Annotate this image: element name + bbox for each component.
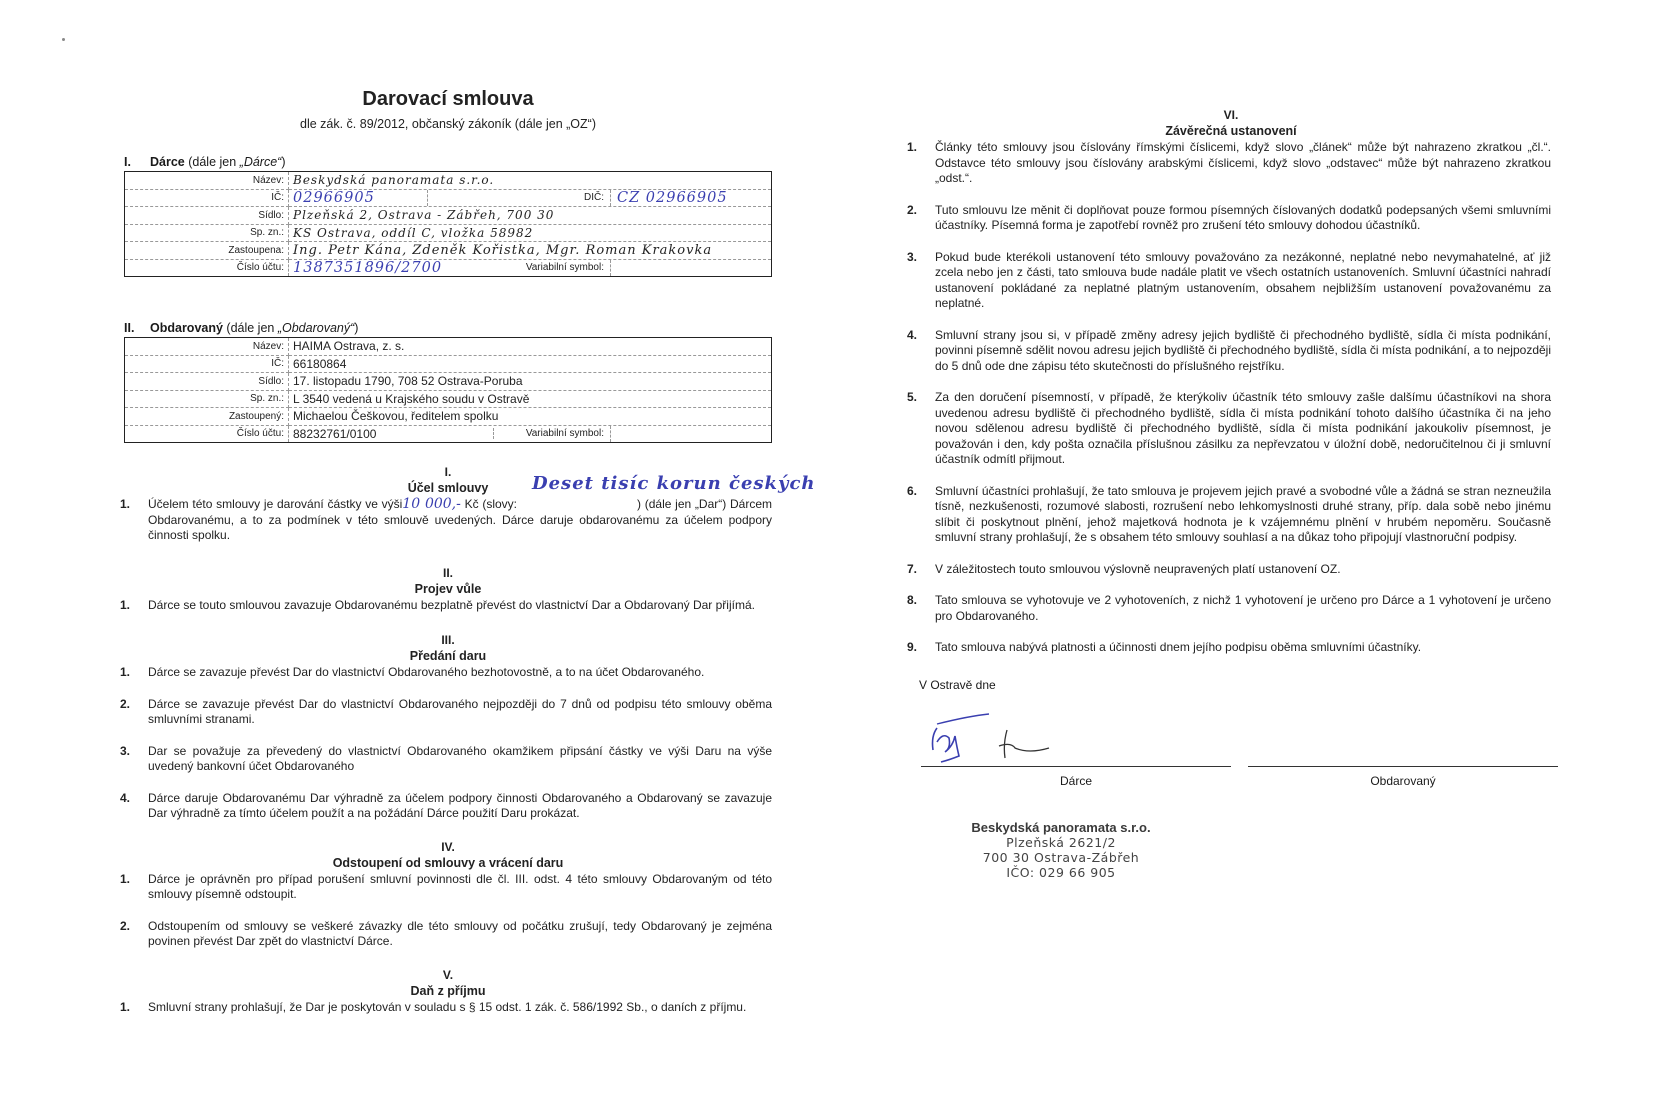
clause-text: Dárce daruje Obdarovanému Dar výhradně za účelem podpory činnosti Obdarovaného a Obdarovaný se zavazuje Dar výhradně za tímto účelem použít a na požádání Dárce použití Daru prokázat. <box>148 790 772 820</box>
clause-text: Za den doručení písemností, v případě, že kterýkoliv účastník této smlouvy zašle dalšímu účastníkovi na shora uvedenou adresu bydliště či přechodného bydliště, sídla či místa podnikání tohoto dalšího účastníka či na jeho novou sdělenou adresu bydliště či přechodného bydliště, sídla či místa podnikání jakoukoliv písemnost, je považován i den, kdy pošta označila příslušnou zásilku za nepřevzatou v úložní době, nedoručitelnou či ji smluvní účastník odmítl přijmout. <box>935 390 1551 466</box>
section-number: IV. <box>441 839 455 854</box>
stamp-street: Plzeňská 2621/2 <box>1006 834 1116 850</box>
donee-row-ic <box>125 355 772 373</box>
section-title: Závěrečná ustanovení <box>1165 124 1297 138</box>
clause-text <box>148 497 772 544</box>
clause-number: 3. <box>120 743 131 758</box>
clause-text: V záležitostech touto smlouvou výslovně neupravených platí ustanovení OZ. <box>935 561 1341 576</box>
scan-speck <box>62 38 65 41</box>
section-number: I. <box>444 465 452 479</box>
donor-heading-close: ) <box>281 155 286 169</box>
clause-text: Dárce se zavazuje převést Dar do vlastnictví Obdarovaného nejpozději do 7 dnů od podpisu této smlouvy oběma smluvními stranami. <box>148 696 772 726</box>
clause <box>907 561 1551 578</box>
section-title: Odstoupení od smlouvy a vrácení daru <box>332 855 564 870</box>
donor-row-name <box>125 172 772 190</box>
field-label: Číslo účtu: <box>125 425 289 443</box>
clause-text-pre: Účelem této smlouvy je darování částky ve výši <box>148 497 403 511</box>
donor-representative-field[interactable]: Ing. Petr Kána, Zdeněk Kořistka, Mgr. Roman Krakovka <box>289 242 772 260</box>
section-intent <box>120 565 772 614</box>
section-income-tax <box>120 967 772 1016</box>
donor-row-account <box>125 259 772 277</box>
donee-signature-line[interactable] <box>1248 766 1558 767</box>
clause-number: 9. <box>907 640 918 654</box>
clause-number: 8. <box>907 593 918 607</box>
clause-number: 5. <box>907 390 918 404</box>
clause-text: Tato smlouva nabývá platnosti a účinnosti dnem jejího podpisu oběma smluvními účastníky. <box>935 640 1422 654</box>
clause-text-mid: Kč (slovy: <box>460 497 518 511</box>
donor-roman: I. <box>124 155 131 169</box>
clause-text: Články této smlouvy jsou číslovány římskými číslicemi, když slovo „článek“ může být nahrazeno zkratkou „čl.“. Odstavce této smlouvy jsou číslovány arabskými číslicemi, když slovo „odstavec“ může být nahrazeno zkratkou „odst.“. <box>935 140 1551 185</box>
donee-registry-field[interactable]: L 3540 vedená u Krajského soudu v Ostravě <box>289 390 772 408</box>
donor-row-seat <box>125 207 772 225</box>
field-label: Variabilní symbol: <box>493 428 610 439</box>
donee-row-account <box>125 425 772 443</box>
donee-heading <box>124 321 772 335</box>
clause <box>120 999 772 1016</box>
clause-number: 6. <box>907 483 918 498</box>
field-label: Variabilní symbol: <box>525 262 604 274</box>
clause-text: Smluvní strany jsou si, v případě změny adresy jejich bydliště či přechodného bydliště, sídla či místa podnikání, povinni písemně sdělit novou adresu jejich bydliště či přechodného bydliště, sídla či místa podnikání, a to nejpozději do 5 dnů ode dne zápisu této skutečnosti do příslušného rejstříku. <box>935 327 1551 373</box>
donor-seat-field[interactable]: Plzeňská 2, Ostrava - Zábřeh, 700 30 <box>289 207 772 225</box>
clause-number: 1. <box>120 999 131 1014</box>
clause <box>120 696 772 728</box>
right-column <box>907 108 1551 880</box>
donee-seat-field[interactable]: 17. listopadu 1790, 708 52 Ostrava-Poruba <box>289 373 772 391</box>
clause <box>907 640 1551 656</box>
place-and-date: V Ostravě dne <box>919 677 996 692</box>
clause-number: 1. <box>120 597 131 612</box>
donor-signature-icon <box>919 702 1099 766</box>
donor-registry-field[interactable]: KS Ostrava, oddíl C, vložka 58982 <box>289 224 772 242</box>
field-label: Sp. zn.: <box>125 390 289 408</box>
clause-text: Dárce se touto smlouvou zavazuje Obdarovanému bezplatně převést do vlastnictví Dar a Obdarovaný Dar přijímá. <box>148 597 755 612</box>
clause <box>120 918 772 950</box>
donee-row-representative <box>125 408 772 426</box>
field-label: Sp. zn.: <box>125 224 289 242</box>
clause-text: Smluvní strany prohlašují, že Dar je poskytován v souladu s § 15 odst. 1 zák. č. 586/1992 Sb., o daních z příjmu. <box>148 999 747 1014</box>
donee-heading-close: ) <box>354 321 359 335</box>
section-handover <box>120 633 772 822</box>
donor-row-ic <box>125 189 772 207</box>
section-purpose <box>120 465 816 544</box>
clause <box>907 483 1551 546</box>
document-subtitle: dle zák. č. 89/2012, občanský zákoník (dále jen „OZ“) <box>300 117 596 131</box>
donee-heading-suffix: (dále jen <box>222 321 278 335</box>
donor-signature-line[interactable] <box>921 766 1231 767</box>
field-label: Číslo účtu: <box>125 259 289 277</box>
clause <box>907 327 1551 375</box>
donor-heading-suffix: (dále jen <box>184 155 240 169</box>
donee-ic-field[interactable]: 66180864 <box>289 355 772 373</box>
clause <box>907 140 1551 187</box>
signature-area <box>911 702 1551 880</box>
donee-row-registry <box>125 390 772 408</box>
company-stamp <box>961 820 1161 880</box>
stamp-city: 700 30 Ostrava-Zábřeh <box>982 849 1140 865</box>
donee-variable-symbol-field[interactable] <box>610 426 767 442</box>
field-label: Zastoupený: <box>125 408 289 426</box>
clause <box>120 871 772 903</box>
donor-row-representative <box>125 242 772 260</box>
donee-representative-field[interactable]: Michaelou Češkovou, ředitelem spolku <box>289 408 772 426</box>
clause-text-post: ) (dále jen „Dar“) Dárcem Obdarovanému, a to za podmínek v této smlouvě uvedených. Dárce daruje obdarovanému za účelem podpory činnosti spolku. <box>148 497 772 542</box>
clause-number: 4. <box>907 327 918 342</box>
section-title <box>124 473 816 495</box>
section-number: VI. <box>1223 108 1239 122</box>
field-label: Sídlo: <box>125 373 289 391</box>
clause <box>907 249 1551 312</box>
clause <box>907 390 1551 468</box>
donor-ic-field[interactable]: 02966905 <box>293 189 375 206</box>
donor-name-field[interactable]: Beskydská panoramata s.r.o. <box>289 172 772 190</box>
clause-number: 4. <box>120 790 131 805</box>
section-withdrawal <box>120 839 772 950</box>
donee-account-cell <box>289 425 772 443</box>
clause <box>907 593 1551 624</box>
clause-number: 2. <box>120 696 131 711</box>
clause <box>120 496 772 544</box>
clause-text: Dárce se zavazuje převést Dar do vlastnictví Obdarovaného bezhotovostně, a to na účet Obdarovaného. <box>148 665 705 679</box>
clause-number: 1. <box>120 665 131 679</box>
donor-heading <box>124 155 772 169</box>
donor-ic-cell <box>289 189 772 207</box>
clause-text: Tuto smlouvu lze měnit či doplňovat pouze formou písemných číslovaných dodatků podepsaných všemi smluvními účastníky. Písemná forma je zapotřebí rovněž pro zrušení této smlouvy dohodou účastníků. <box>935 202 1551 232</box>
donee-signature-label: Obdarovaný <box>1370 773 1436 788</box>
donor-variable-symbol-field[interactable] <box>610 260 767 276</box>
clause-number: 1. <box>907 140 918 154</box>
donor-heading-title: Dárce <box>150 155 185 169</box>
field-label: Název: <box>125 338 289 356</box>
clause <box>907 202 1551 234</box>
field-label: Sídlo: <box>125 207 289 225</box>
field-label: IČ: <box>125 355 289 373</box>
clause <box>120 743 772 775</box>
donee-row-seat <box>125 373 772 391</box>
donee-name-field[interactable]: HAIMA Ostrava, z. s. <box>289 338 772 356</box>
clause <box>120 790 772 822</box>
donor-row-registry <box>125 224 772 242</box>
donee-account-field[interactable]: 88232761/0100 <box>293 426 377 441</box>
donor-signature-label: Dárce <box>1059 773 1092 788</box>
donee-heading-alias: „Obdarovaný“ <box>277 321 355 335</box>
clause-text: Smluvní účastníci prohlašují, že tato smlouva je projevem jejich pravé a svobodné vůle a žádná se stran nezneužila tísně, nezkušenosti, rozumové slabosti, rozrušení nebo lehkomyslnosti druhé strany, příp. dala sobě nebo jinému slíbit či poskytnout plnění, jehož majetková hodnota je k vzájemnému plnění v hrubém nepoměru. Současně smluvní strany prohlašují, že s obsahem této smlouvy souhlasí a na důkaz toho připojují vlastnoruční podpisy. <box>935 483 1551 544</box>
clause-number: 3. <box>907 249 918 264</box>
donee-roman: II. <box>124 321 135 335</box>
field-label: Zastoupena: <box>125 242 289 260</box>
section-number: III. <box>441 633 455 647</box>
clause-text: Dar se považuje za převedený do vlastnictví Obdarovaného okamžikem připsání částky ve výši Daru na výše uvedený bankovní účet Obdarovaného <box>148 743 772 773</box>
clause-text: Dárce je oprávněn pro případ porušení smluvní povinnosti dle čl. III. odst. 4 této smlouvy Obdarovaným od této smlouvy písemně odstoupit. <box>148 871 772 901</box>
clause-number: 1. <box>120 497 131 511</box>
donee-table <box>124 337 772 443</box>
clause <box>120 597 772 614</box>
clause-text: Tato smlouva se vyhotovuje ve 2 vyhotoveních, z nichž 1 vyhotovení je určeno pro Dárce a 1 vyhotovení je určeno pro Obdarovaného. <box>935 593 1551 623</box>
section-title: Předání daru <box>409 649 487 663</box>
clause-text: Pokud bude kterékoli ustanovení této smlouvy považováno za nezákonné, neplatné nebo nevymahatelné, ať již zcela nebo jen z části, tato smlouva bude nadále platit ve všech ostatních ustanoveních. Smluvní účastníci nahradí ustanovení pokládané za neplatné platným ustanovením, obsahem nejbližším ustanovení považovanému za neplatné. <box>935 249 1551 310</box>
clause-number: 2. <box>120 918 131 933</box>
section-number: V. <box>442 967 454 982</box>
section-title: Daň z příjmu <box>410 983 486 998</box>
donor-dic-field[interactable]: CZ 02966905 <box>610 190 767 206</box>
stamp-ico: IČO: 029 66 905 <box>1006 864 1116 880</box>
document-title: Darovací smlouva <box>362 88 534 110</box>
donor-table <box>124 171 772 277</box>
field-label: IČ: <box>125 189 289 207</box>
left-column <box>120 86 816 1015</box>
donee-row-name <box>125 338 772 356</box>
section-title: Projev vůle <box>414 581 482 596</box>
donor-account-field[interactable]: 1387351896/2700 <box>293 259 443 276</box>
donee-heading-title: Obdarovaný <box>150 321 223 335</box>
clause <box>120 665 772 681</box>
donor-ic-spacer <box>427 190 584 206</box>
amount-in-words-handwritten[interactable]: Deset tisíc korun českých <box>532 473 816 494</box>
field-label: Název: <box>125 172 289 190</box>
clause-number: 2. <box>907 202 918 217</box>
section-number: II. <box>442 565 453 580</box>
amount-field[interactable]: 10 000,- <box>402 496 461 512</box>
donor-account-cell <box>289 259 772 277</box>
field-label: DIČ: <box>584 192 604 204</box>
stamp-company-name: Beskydská panoramata s.r.o. <box>971 819 1151 835</box>
clause-number: 7. <box>907 561 918 576</box>
clause-text: Odstoupením od smlouvy se veškeré závazky dle této smlouvy od počátku zrušují, tedy Obdarovaný je zejména povinen převést Dar zpět do vlastnictví Dárce. <box>148 918 772 948</box>
clause-number: 1. <box>120 871 131 886</box>
section-title-text: Účel smlouvy <box>407 481 489 495</box>
donor-heading-alias: „Dárce“ <box>239 155 282 169</box>
